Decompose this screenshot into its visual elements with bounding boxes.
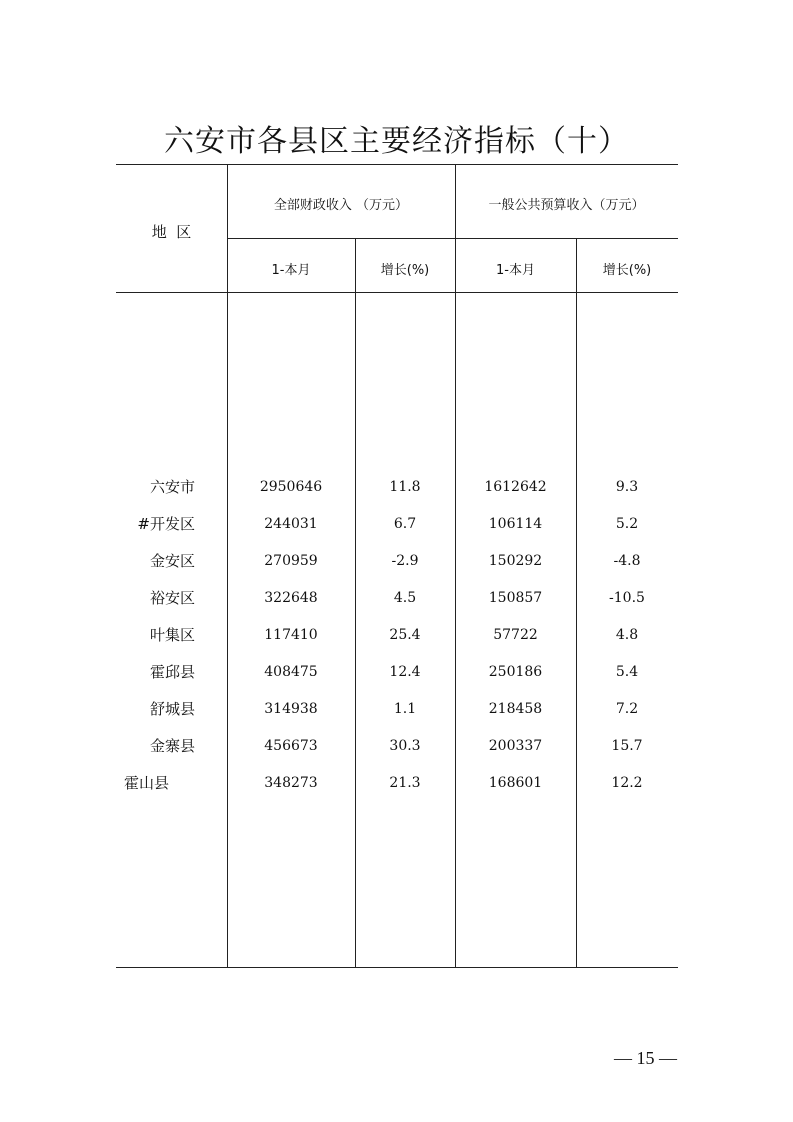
group-header-rule — [227, 238, 678, 239]
total-revenue-value: 270959 — [264, 553, 318, 569]
total-revenue-value: 456673 — [264, 738, 318, 754]
total-growth-value: 11.8 — [389, 479, 421, 495]
budget-growth-value: -4.8 — [613, 553, 641, 569]
budget-revenue-header: 一般公共预算收入（万元） — [488, 198, 645, 213]
total-growth-value: 25.4 — [389, 627, 421, 643]
header-bottom-rule — [116, 292, 678, 293]
total-revenue-value: 117410 — [264, 627, 318, 643]
budget-revenue-value: 168601 — [488, 775, 543, 791]
budget-growth-value: -10.5 — [609, 590, 645, 606]
budget-revenue-value: 106114 — [488, 516, 543, 532]
region-name: 霍山县 — [123, 774, 169, 792]
page-number: — 15 — — [614, 1048, 677, 1068]
region-name: 霍邱县 — [149, 663, 195, 681]
total-revenue-value: 244031 — [264, 516, 318, 532]
total-growth-subheader: 增长(%) — [380, 263, 430, 278]
table-top-rule — [116, 164, 678, 165]
budget-growth-value: 12.2 — [611, 775, 643, 791]
table-bottom-rule — [116, 967, 678, 968]
budget-revenue-value: 150292 — [488, 553, 543, 569]
budget-growth-subheader: 增长(%) — [602, 263, 652, 278]
total-growth-value: 1.1 — [393, 701, 417, 717]
total-growth-value: 12.4 — [389, 664, 421, 680]
budget-growth-value: 9.3 — [615, 479, 639, 495]
budget-ytd-subheader: 1-本月 — [496, 263, 535, 278]
total-ytd-subheader: 1-本月 — [271, 263, 311, 278]
total-growth-value: 21.3 — [389, 775, 421, 791]
total-growth-value: -2.9 — [391, 553, 419, 569]
budget-revenue-value: 200337 — [488, 738, 543, 754]
region-name: 叶集区 — [149, 626, 195, 644]
region-name: #开发区 — [137, 515, 195, 533]
total-revenue-value: 322648 — [264, 590, 318, 606]
budget-growth-value: 15.7 — [611, 738, 643, 754]
total-revenue-value: 348273 — [264, 775, 318, 791]
budget-revenue-value: 1612642 — [484, 479, 547, 495]
region-name: 裕安区 — [149, 589, 195, 607]
total-revenue-value: 408475 — [264, 664, 318, 680]
region-name: 金寨县 — [149, 737, 195, 755]
budget-revenue-value: 57722 — [493, 627, 538, 643]
budget-revenue-value: 218458 — [488, 701, 543, 717]
total-revenue-value: 314938 — [264, 701, 318, 717]
budget-growth-value: 4.8 — [615, 627, 639, 643]
budget-growth-value: 5.2 — [615, 516, 639, 532]
region-name: 金安区 — [149, 552, 195, 570]
budget-revenue-value: 150857 — [488, 590, 543, 606]
total-revenue-header: 全部财政收入 （万元） — [273, 198, 409, 213]
page-title: 六安市各县区主要经济指标（十） — [164, 124, 629, 159]
total-revenue-value: 2950646 — [259, 479, 323, 495]
total-growth-value: 6.7 — [393, 516, 417, 532]
region-header: 地 区 — [151, 223, 192, 241]
region-name: 六安市 — [149, 478, 195, 496]
total-growth-value: 4.5 — [393, 590, 417, 606]
total-growth-value: 30.3 — [389, 738, 421, 754]
region-name: 舒城县 — [149, 700, 195, 718]
budget-growth-value: 7.2 — [615, 701, 639, 717]
budget-growth-value: 5.4 — [615, 664, 639, 680]
budget-revenue-value: 250186 — [488, 664, 543, 680]
